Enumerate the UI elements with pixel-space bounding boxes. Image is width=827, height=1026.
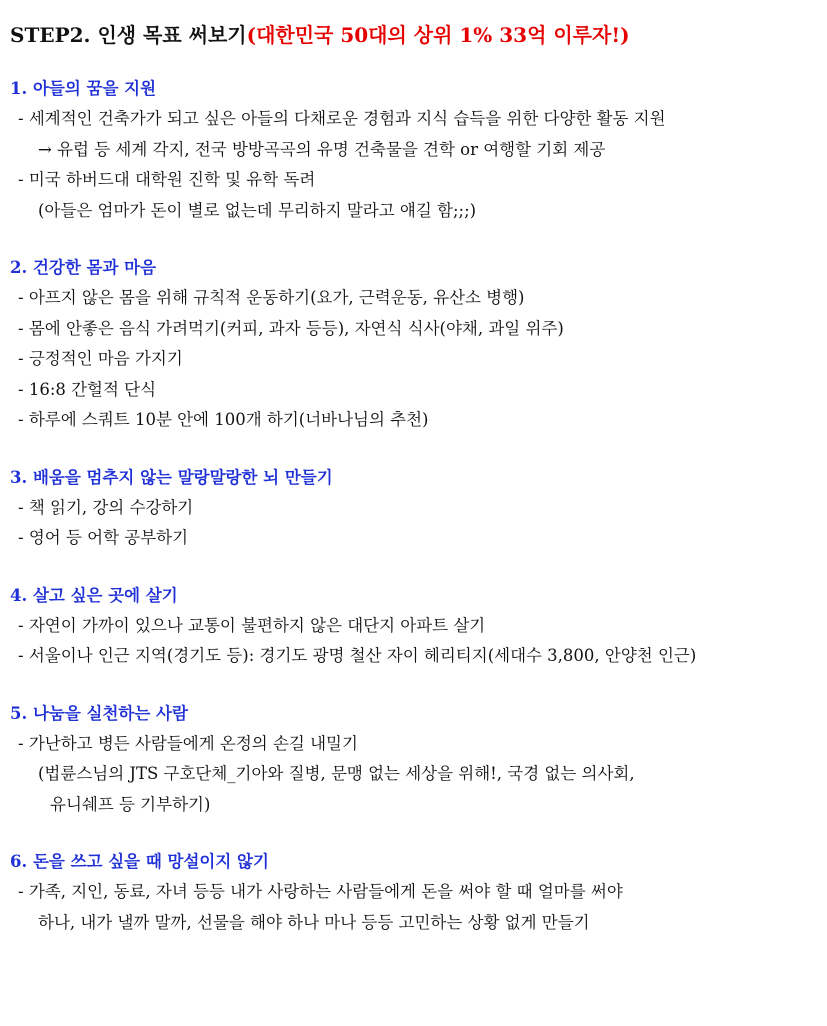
goal-section-2 (10, 253, 815, 436)
goal-item-continuation: (법륜스님의 JTS 구호단체_기아와 질병, 문맹 없는 세상을 위해!, 국경 없는 의사회, (38, 764, 635, 783)
goal-item: - 긍정적인 마음 가지기 (18, 349, 183, 368)
page-title-accent: (대한민국 50대의 상위 1% 33억 이루자!) (246, 23, 630, 47)
goal-item: - 자연이 가까이 있으나 교통이 불편하지 않은 대단지 아파트 살기 (18, 615, 486, 635)
goal-item: - 하루에 스쿼트 10분 안에 100개 하기(너바나님의 추천) (18, 410, 429, 429)
goal-section-5 (10, 699, 815, 821)
goal-item: - 16:8 간헐적 단식 (18, 379, 157, 399)
goal-item: - 몸에 안좋은 음식 가려먹기(커피, 과자 등등), 자연식 식사(야채, 과일 위주) (18, 318, 564, 338)
goal-heading: 1. 아들의 꿈을 지원 (10, 79, 157, 98)
goal-section-4 (10, 581, 815, 672)
goal-heading: 5. 나눔을 실천하는 사람 (10, 703, 188, 723)
goal-heading: 2. 건강한 몸과 마음 (10, 258, 157, 277)
goal-item-continuation: 하나, 내가 낼까 말까, 선물을 해야 하나 마나 등등 고민하는 상황 없게 만들기 (38, 912, 590, 932)
goal-section-3 (10, 463, 815, 554)
goal-item: - 영어 등 어학 공부하기 (18, 528, 189, 547)
goal-item: - 아프지 않은 몸을 위해 규칙적 운동하기(요가, 근력운동, 유산소 병행) (18, 288, 525, 307)
goal-item-continuation: 유니쉐프 등 기부하기) (50, 794, 211, 814)
page-title (10, 20, 815, 50)
goal-item: - 서울이나 인근 지역(경기도 등): 경기도 광명 철산 자이 헤리티지(세대수 3,800, 안양천 인근) (18, 646, 697, 665)
page-title-main: STEP2. 인생 목표 써보기 (10, 23, 247, 47)
goal-item: - 가난하고 병든 사람들에게 온정의 손길 내밀기 (18, 733, 358, 753)
goal-item: - 미국 하버드대 대학원 진학 및 유학 독려 (18, 170, 316, 189)
goal-heading: 3. 배움을 멈추지 않는 말랑말랑한 뇌 만들기 (10, 467, 333, 487)
goal-section-1 (10, 74, 815, 226)
goal-section-6 (10, 847, 815, 938)
goal-item-continuation: → 유럽 등 세계 각지, 전국 방방곡곡의 유명 건축물을 견학 or 여행할 기회 제공 (38, 139, 606, 159)
goal-item: - 가족, 지인, 동료, 자녀 등등 내가 사랑하는 사람들에게 돈을 써야 할 때 얼마를 써야 (18, 882, 623, 901)
goal-item: - 세계적인 건축가가 되고 싶은 아들의 다채로운 경험과 지식 습득을 위한 다양한 활동 지원 (18, 109, 666, 128)
goal-item: - 책 읽기, 강의 수강하기 (18, 497, 194, 517)
goal-heading: 6. 돈을 쓰고 싶을 때 망설이지 않기 (10, 852, 269, 871)
goal-heading: 4. 살고 싶은 곳에 살기 (10, 585, 178, 605)
goal-item-continuation: (아들은 엄마가 돈이 별로 없는데 무리하지 말라고 얘길 함;;;) (38, 200, 477, 220)
